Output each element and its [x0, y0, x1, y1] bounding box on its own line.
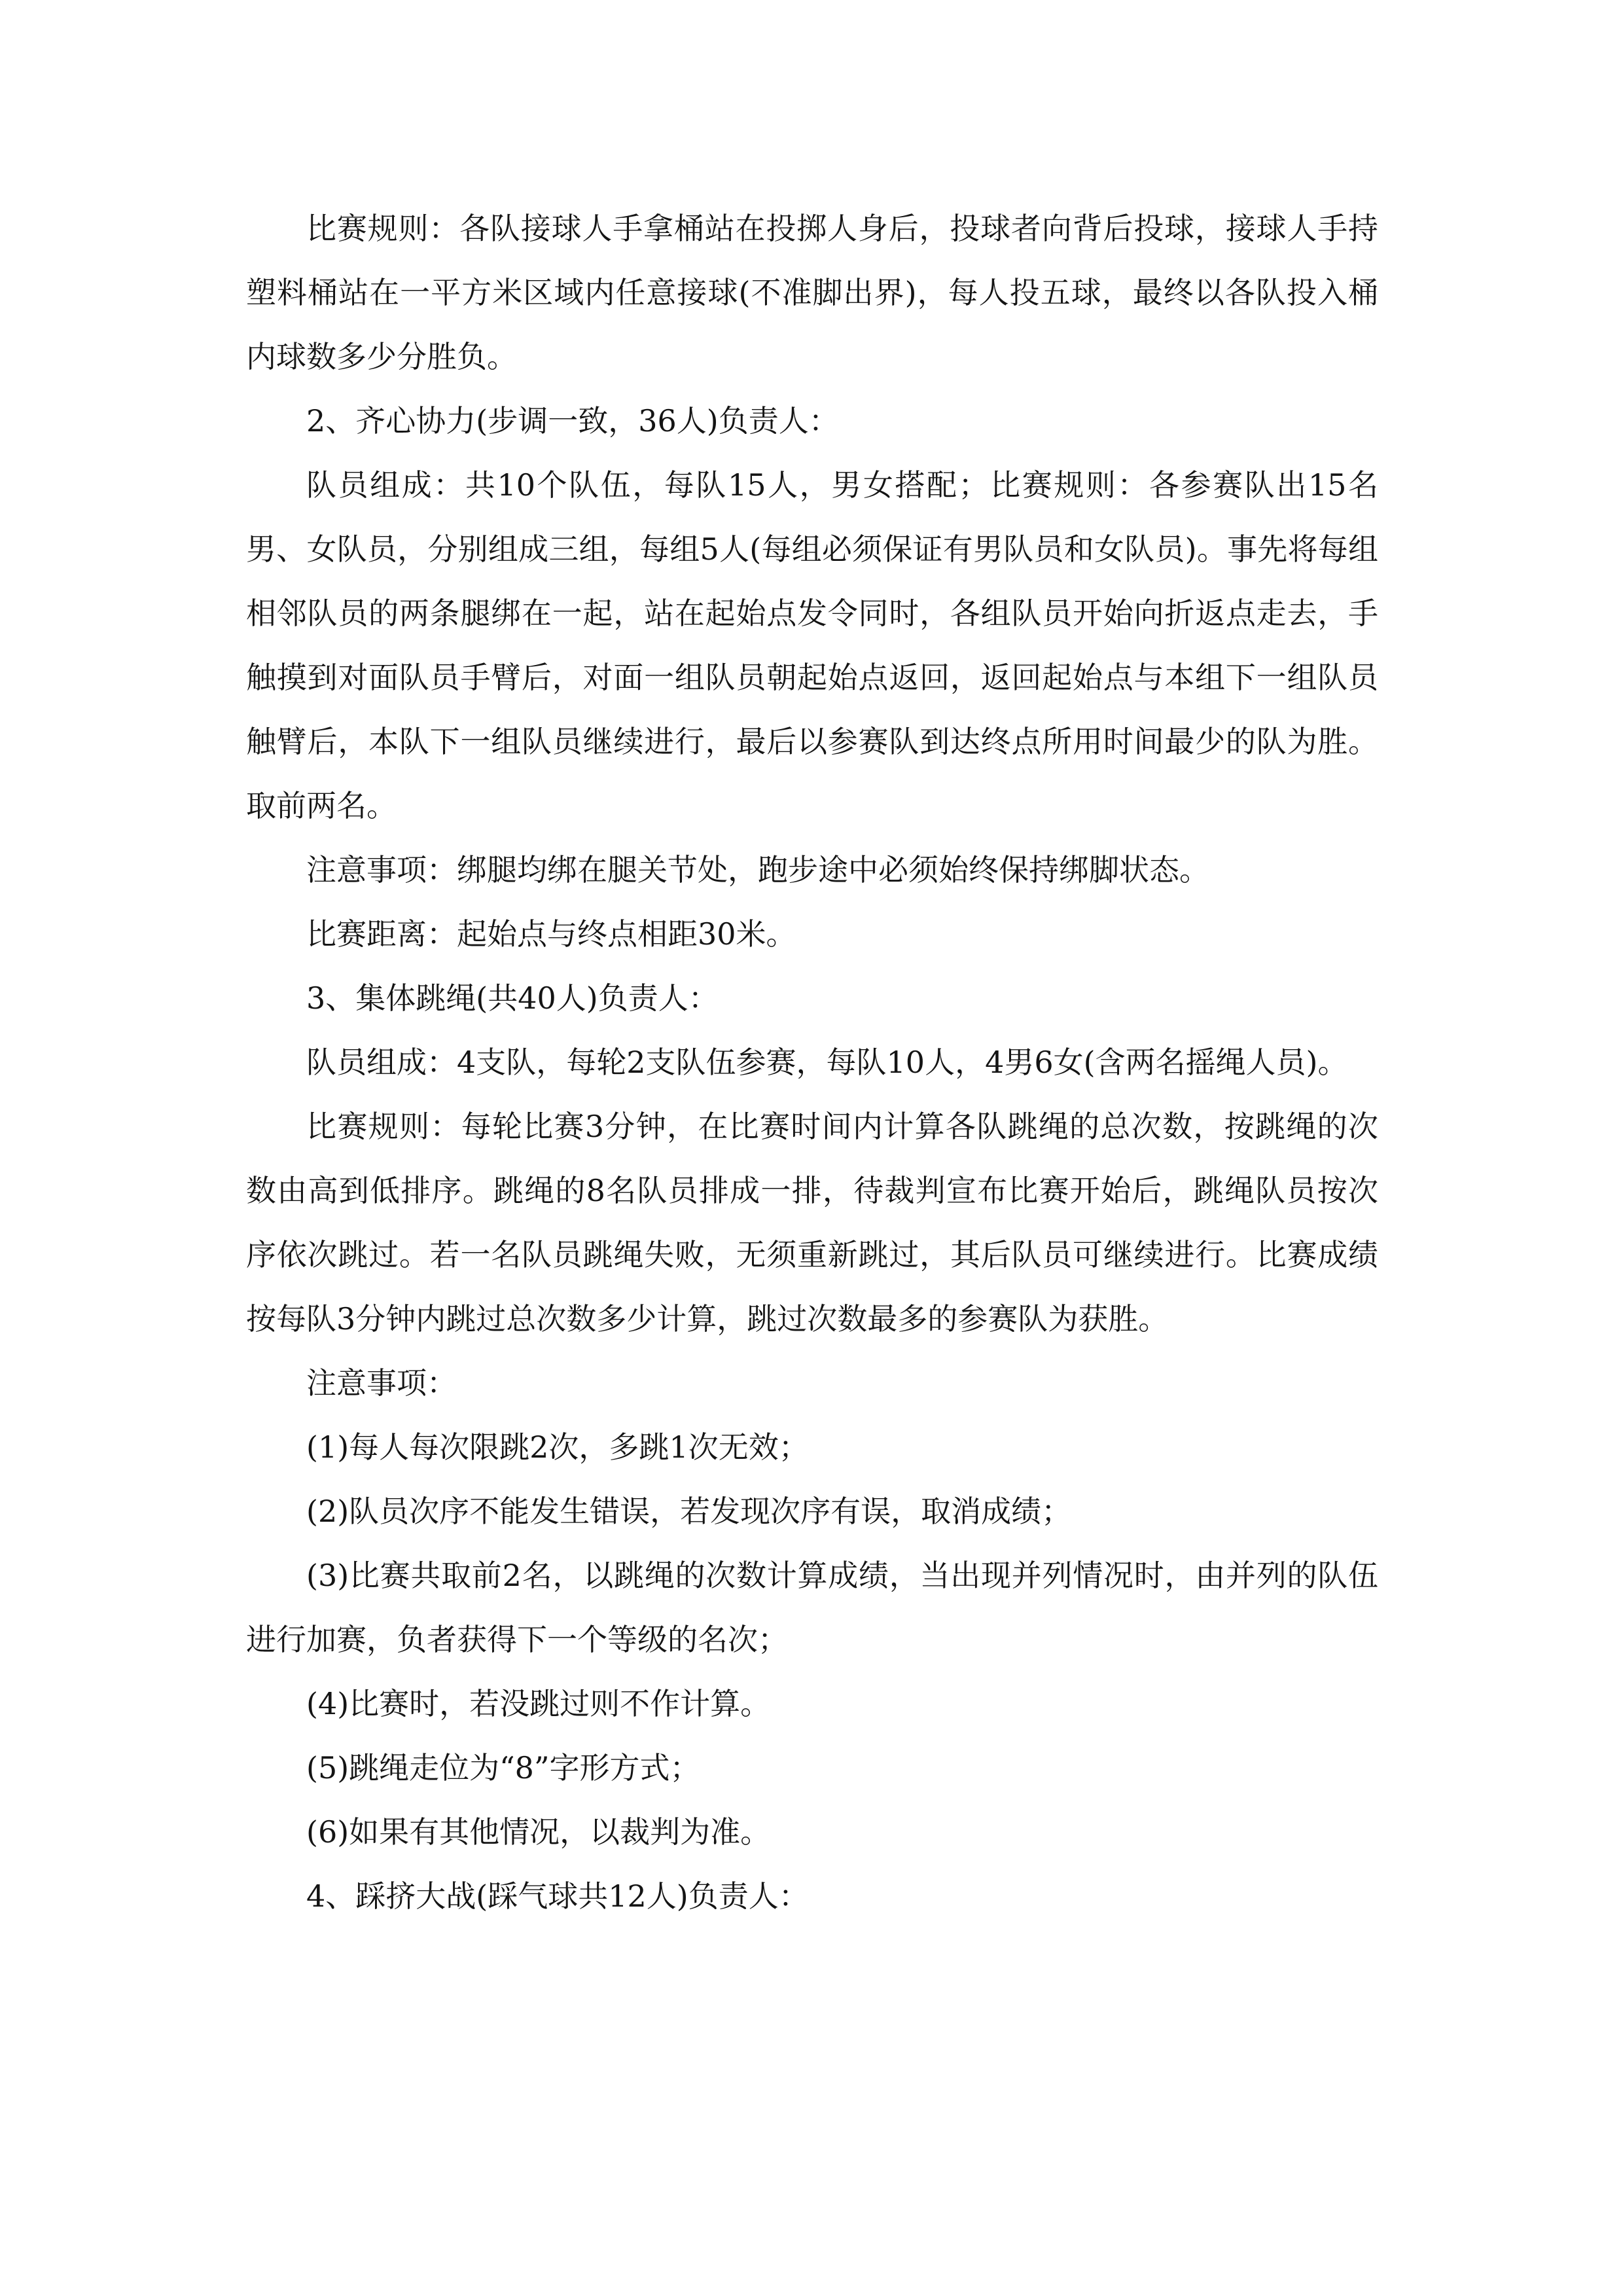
document-body	[246, 196, 1378, 1928]
list-item-note-6: (6)如果有其他情况，以裁判为准。	[306, 1814, 771, 1850]
heading-item-3: 3、集体跳绳(共40人)负责人：	[306, 980, 719, 1016]
paragraph-team-composition-3: 队员组成：4支队，每轮2支队伍参赛，每队10人，4男6女(含两名摇绳人员)。	[306, 1045, 1348, 1080]
paragraph-rules-3: 比赛规则：每轮比赛3分钟，在比赛时间内计算各队跳绳的总次数，按跳绳的次数由高到低排序。跳绳的8名队员排成一排，待裁判宣布比赛开始后，跳绳队员按次序依次跳过。若一名队员跳绳失败，无须重新跳过，其后队员可继续进行。比赛成绩按每队3分钟内跳过总次数多少计算，跳过次数最多的参赛队为获胜。	[246, 1109, 1378, 1336]
list-item-note-3: (3)比赛共取前2名，以跳绳的次数计算成绩，当出现并列情况时，由并列的队伍进行加赛，负者获得下一个等级的名次；	[246, 1558, 1378, 1657]
heading-item-4: 4、踩挤大战(踩气球共12人)负责人：	[306, 1878, 809, 1914]
list-item-note-1: (1)每人每次限跳2次，多跳1次无效；	[306, 1429, 809, 1465]
list-item-note-5: (5)跳绳走位为“8”字形方式；	[306, 1750, 700, 1785]
paragraph-team-composition-2: 队员组成：共10个队伍，每队15人，男女搭配；比赛规则：各参赛队出15名男、女队员，分别组成三组，每组5人(每组必须保证有男队员和女队员)。事先将每组相邻队员的两条腿绑在一起，站在起始点发令同时，各组队员开始向折返点走去，手触摸到对面队员手臂后，对面一组队员朝起始点返回，返回起始点与本组下一组队员触臂后，本队下一组队员继续进行，最后以参赛队到达终点所用时间最少的队为胜。取前两名。	[246, 467, 1378, 823]
list-item-note-2: (2)队员次序不能发生错误，若发现次序有误，取消成绩；	[306, 1494, 1072, 1529]
list-item-note-4: (4)比赛时，若没跳过则不作计算。	[306, 1686, 771, 1721]
paragraph-rules-ball-toss: 比赛规则：各队接球人手拿桶站在投掷人身后，投球者向背后投球，接球人手持塑料桶站在一平方米区域内任意接球(不准脚出界)，每人投五球，最终以各队投入桶内球数多少分胜负。	[246, 211, 1378, 374]
paragraph-distance-2: 比赛距离：起始点与终点相距30米。	[306, 916, 796, 952]
paragraph-notes-heading-3: 注意事项：	[306, 1365, 457, 1401]
paragraph-notes-2: 注意事项：绑腿均绑在腿关节处，跑步途中必须始终保持绑脚状态。	[306, 852, 1209, 888]
heading-item-2: 2、齐心协力(步调一致，36人)负责人：	[306, 403, 839, 439]
